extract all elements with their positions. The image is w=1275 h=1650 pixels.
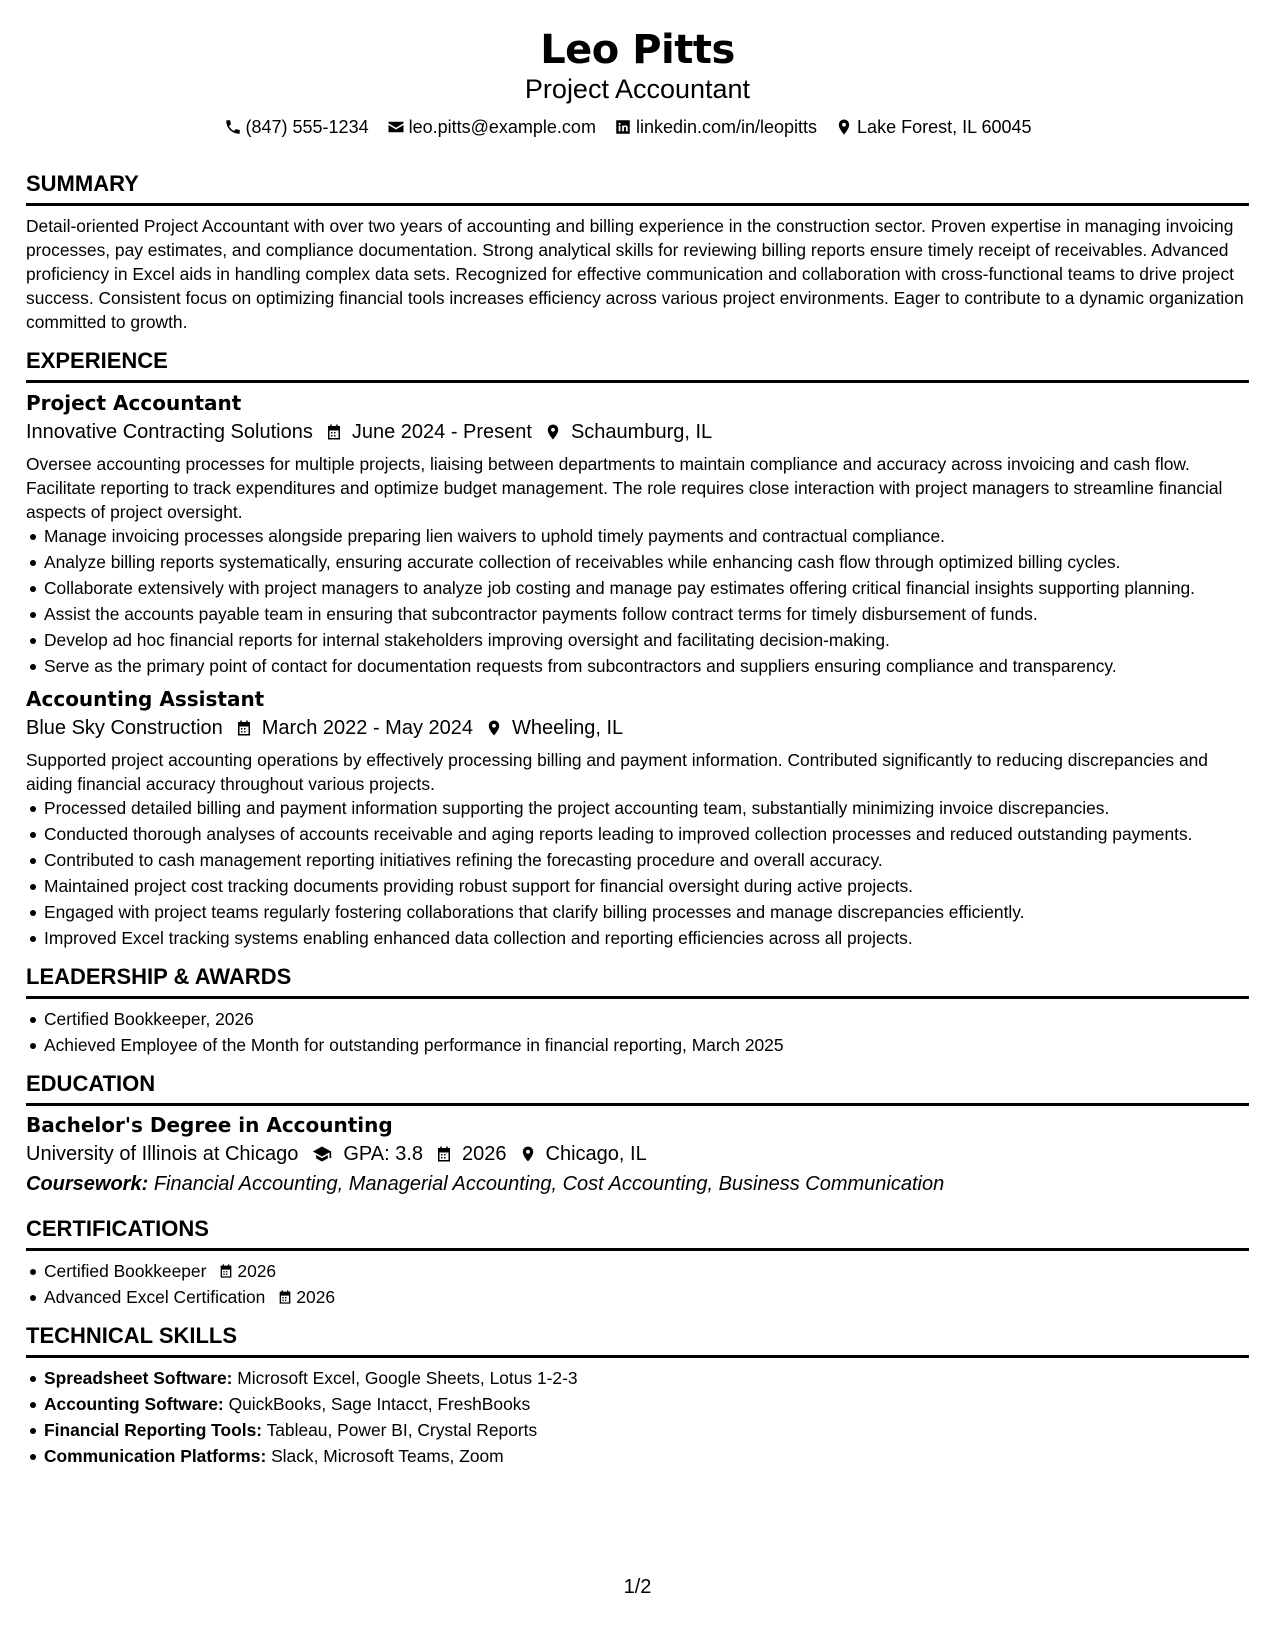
experience-section [26,348,1249,950]
school-location: Chicago, IL [545,1143,647,1165]
calendar-icon [325,422,343,442]
job-meta [26,714,1249,742]
page-number: 1/2 [623,1576,652,1598]
job-entry [26,686,1249,950]
phone-icon [224,118,242,136]
list-item: Collaborate extensively with project managers to analyze job costing and manage pay estimates offering critical financial insights supporting planning. [44,576,1249,600]
calendar-icon [435,1144,453,1164]
list-item: Maintained project cost tracking documents providing robust support for financial oversight during active projects. [44,874,1249,898]
job-bullets [26,524,1249,678]
candidate-title: Project Accountant [524,74,751,104]
job-dates: June 2024 - Present [351,421,532,443]
linkedin-text: linkedin.com/in/leopitts [635,117,818,137]
coursework [26,1170,1249,1198]
job-title: Accounting Assistant [26,687,265,711]
skill-label: Accounting Software: [44,1394,224,1414]
job-entry [26,390,1249,678]
job-meta [26,418,1249,446]
map-pin-icon [485,718,503,738]
map-pin-icon [544,422,562,442]
graduation-cap-icon [310,1144,334,1164]
skills-list [26,1366,1249,1468]
list-item: Manage invoicing processes alongside preparing lien waivers to uphold timely payments and contractual compliance. [44,524,1249,548]
list-item: Processed detailed billing and payment information supporting the project accounting team, substantially minimizing invoice discrepancies. [44,796,1249,820]
map-pin-icon [519,1144,537,1164]
skill-value: Slack, Microsoft Teams, Zoom [271,1446,504,1466]
skill-label: Communication Platforms: [44,1446,267,1466]
contact-email[interactable] [387,116,596,138]
job-title: Project Accountant [26,391,242,415]
phone-text: (847) 555-1234 [245,117,369,137]
certifications-section [26,1216,1249,1309]
section-heading: CERTIFICATIONS [26,1216,1249,1251]
gpa: GPA: 3.8 [343,1143,424,1165]
leadership-list [26,1007,1249,1057]
list-item: Serve as the primary point of contact for documentation requests from subcontractors and suppliers ensuring compliance and transparency. [44,654,1249,678]
contact-linkedin[interactable] [614,116,817,138]
job-location: Wheeling, IL [512,717,624,739]
candidate-name: Leo Pitts [540,27,735,73]
job-location: Schaumburg, IL [570,421,713,443]
leadership-section [26,964,1249,1057]
summary-text: Detail-oriented Project Accountant with over two years of accounting and billing experience in the construction sector. Proven expertise in managing invoicing processes, pay estimates, and compliance documentation. Strong analytical skills for reviewing billing reports ensure timely receipt of receivables. Advanced proficiency in Excel aids in handling complex data sets. Recognized for effective communication and collaboration with cross-functional teams to drive project success. Consistent focus on optimizing financial tools increases efficiency across various project environments. Eager to contribute to a dynamic organization committed to growth. [26,216,1244,332]
contact-location [835,116,1031,138]
school-name: University of Illinois at Chicago [26,1143,299,1165]
skills-section [26,1323,1249,1468]
calendar-icon [277,1288,293,1306]
education-section [26,1071,1249,1198]
list-item: Assist the accounts payable team in ensuring that subcontractor payments follow contract terms for timely disbursement of funds. [44,602,1249,626]
section-heading: SUMMARY [26,171,1249,206]
list-item [44,1285,1249,1309]
education-meta [26,1140,1249,1168]
list-item: Develop ad hoc financial reports for internal stakeholders improving oversight and facilitating decision-making. [44,628,1249,652]
job-dates: March 2022 - May 2024 [261,717,473,739]
certifications-list [26,1259,1249,1309]
graduation-year: 2026 [462,1143,507,1165]
list-item [44,1366,1249,1390]
job-bullets [26,796,1249,950]
company-name: Innovative Contracting Solutions [26,421,313,443]
list-item: Achieved Employee of the Month for outstanding performance in financial reporting, March 2025 [44,1033,1249,1057]
list-item: Conducted thorough analyses of accounts receivable and aging reports leading to improved collection processes and reduced outstanding payments. [44,822,1249,846]
skill-value: QuickBooks, Sage Intacct, FreshBooks [228,1394,531,1414]
list-item: Certified Bookkeeper, 2026 [44,1007,1249,1031]
skill-value: Microsoft Excel, Google Sheets, Lotus 1-2-3 [237,1368,578,1388]
skill-label: Financial Reporting Tools: [44,1420,263,1440]
certification-name: Certified Bookkeeper [44,1261,207,1281]
list-item: Improved Excel tracking systems enabling enhanced data collection and reporting efficiencies across all projects. [44,926,1249,950]
contact-phone[interactable] [224,116,369,138]
company-name: Blue Sky Construction [26,717,223,739]
certification-year: 2026 [296,1287,336,1307]
job-description: Supported project accounting operations by effectively processing billing and payment information. Contributed significantly to reducing discrepancies and aiding financial accuracy throughout various projects. [26,750,1208,794]
list-item: Contributed to cash management reporting initiatives refining the forecasting procedure and overall accuracy. [44,848,1249,872]
list-item: Analyze billing reports systematically, ensuring accurate collection of receivables while enhancing cash flow through optimized billing cycles. [44,550,1249,574]
section-heading: EXPERIENCE [26,348,1249,383]
section-heading: LEADERSHIP & AWARDS [26,964,1249,999]
coursework-label: Coursework: [26,1173,149,1195]
skill-value: Tableau, Power BI, Crystal Reports [266,1420,538,1440]
certification-name: Advanced Excel Certification [44,1287,266,1307]
list-item: Engaged with project teams regularly fostering collaborations that clarify billing processes and manage discrepancies efficiently. [44,900,1249,924]
resume-page [26,0,1249,1470]
summary-section [26,171,1249,334]
degree-title: Bachelor's Degree in Accounting [26,1113,393,1137]
location-text: Lake Forest, IL 60045 [857,117,1032,137]
contact-bar [6,116,1249,138]
email-text: leo.pitts@example.com [408,117,596,137]
list-item [44,1259,1249,1283]
list-item [44,1392,1249,1416]
linkedin-icon [614,118,632,136]
section-heading: EDUCATION [26,1071,1249,1106]
calendar-icon [235,718,253,738]
certification-year: 2026 [237,1261,277,1281]
section-heading: TECHNICAL SKILLS [26,1323,1249,1358]
envelope-icon [387,118,405,136]
list-item [44,1444,1249,1468]
calendar-icon [218,1262,234,1280]
coursework-list: Financial Accounting, Managerial Accounting, Cost Accounting, Business Communication [153,1173,945,1195]
list-item [44,1418,1249,1442]
job-description: Oversee accounting processes for multiple projects, liaising between departments to maintain compliance and accuracy across invoicing and cash flow. Facilitate reporting to track expenditures and optimize budget management. The role requires close interaction with project managers to streamline financial aspects of project oversight. [26,454,1223,522]
map-pin-icon [835,118,853,136]
skill-label: Spreadsheet Software: [44,1368,233,1388]
